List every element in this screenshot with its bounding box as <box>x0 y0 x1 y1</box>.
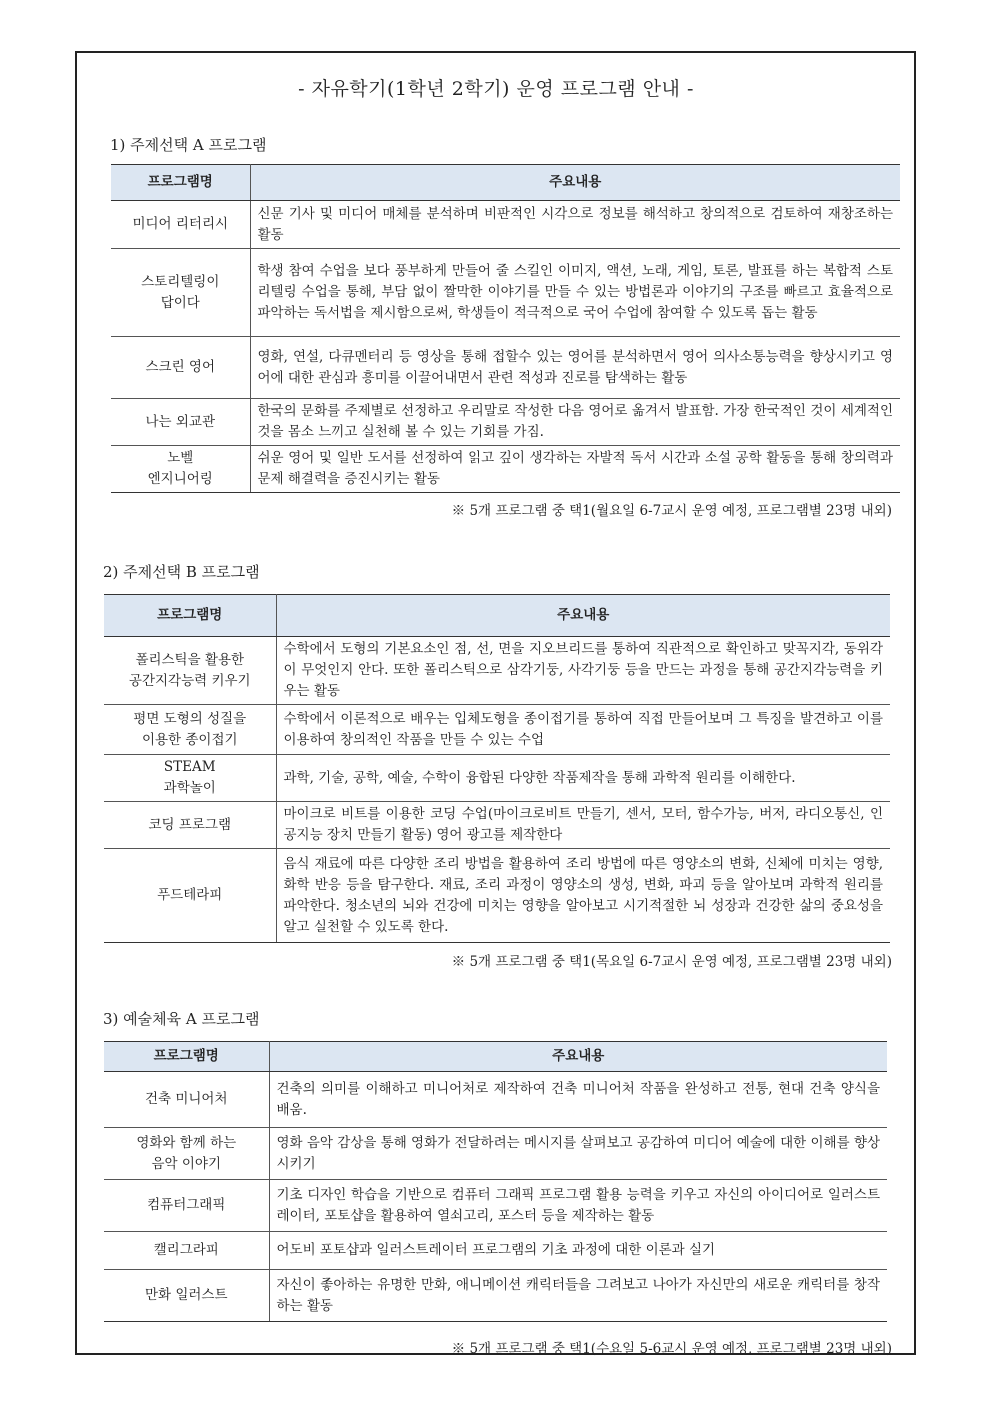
program-name: 미디어 리터리시 <box>111 201 250 249</box>
document-title: - 자유학기(1학년 2학기) 운영 프로그램 안내 - <box>298 78 694 100</box>
column-header-name: 프로그램명 <box>111 165 250 201</box>
table-header-row <box>111 165 900 201</box>
program-content: 기초 디자인 학습을 기반으로 컴퓨터 그래픽 프로그램 활용 능력을 키우고 자신의 아이디어로 일러스트레이터, 포토샵을 활용하여 열쇠고리, 포스터 등을 제작하는 활동 <box>269 1180 887 1232</box>
column-header-content: 주요내용 <box>276 595 890 637</box>
program-content: 마이크로 비트를 이용한 코딩 수업(마이크로비트 만들기, 센서, 모터, 함수가능, 버저, 라디오통신, 인공지능 장치 만들기 활동) 영어 광고를 제작한다 <box>276 802 890 849</box>
section-heading-1: 1) 주제선택 A 프로그램 <box>110 136 267 154</box>
table-row <box>104 755 890 802</box>
program-name: 건축 미니어처 <box>104 1072 269 1128</box>
table-row <box>111 201 900 249</box>
program-name: 영화와 함께 하는 음악 이야기 <box>104 1128 269 1180</box>
table-row <box>104 705 890 755</box>
program-content: 수학에서 이론적으로 배우는 입체도형을 종이접기를 통하여 직접 만들어보며 그 특징을 발견하고 이를 이용하여 창의적인 작품을 만들 수 있는 수업 <box>276 705 890 755</box>
table-row <box>111 446 900 493</box>
section-heading-3: 3) 예술체육 A 프로그램 <box>103 1010 260 1028</box>
column-header-name: 프로그램명 <box>104 595 276 637</box>
table-row <box>111 337 900 399</box>
program-name: 폴리스틱을 활용한 공간지각능력 키우기 <box>104 637 276 705</box>
program-name: 노벨 엔지니어링 <box>111 446 250 493</box>
program-content: 수학에서 도형의 기본요소인 점, 선, 면을 지오브리드를 통하여 직관적으로 확인하고 맞꼭지각, 동위각이 무엇인지 안다. 또한 폴리스틱으로 삼각기둥, 사각기둥 등을 만드는 과정을 통해 공간지각능력을 키우는 활동 <box>276 637 890 705</box>
selection-note-2: ※ 5개 프로그램 중 택1(목요일 6-7교시 운영 예정, 프로그램별 23명 내외) <box>451 954 892 970</box>
column-header-content: 주요내용 <box>250 165 900 201</box>
table-row <box>104 1128 887 1180</box>
program-content: 쉬운 영어 및 일반 도서를 선정하여 읽고 깊이 생각하는 자발적 독서 시간과 소설 공학 활동을 통해 창의력과 문제 해결력을 증진시키는 활동 <box>250 446 900 493</box>
column-header-name: 프로그램명 <box>104 1042 269 1072</box>
program-name: 푸드테라피 <box>104 849 276 943</box>
program-content: 영화 음악 감상을 통해 영화가 전달하려는 메시지를 살펴보고 공감하여 미디어 예술에 대한 이해를 향상시키기 <box>269 1128 887 1180</box>
program-table-2 <box>104 594 890 943</box>
table-row <box>104 1072 887 1128</box>
table-row <box>104 1270 887 1322</box>
table-row <box>111 249 900 337</box>
table-row <box>104 1180 887 1232</box>
program-name: 스크린 영어 <box>111 337 250 399</box>
program-name: 만화 일러스트 <box>104 1270 269 1322</box>
program-content: 어도비 포토샵과 일러스트레이터 프로그램의 기초 과정에 대한 이론과 실기 <box>269 1232 887 1270</box>
program-content: 영화, 연설, 다큐멘터리 등 영상을 통해 접할수 있는 영어를 분석하면서 영어 의사소통능력을 향상시키고 영어에 대한 관심과 흥미를 이끌어내면서 관련 적성과 진로를 탐색하는 활동 <box>250 337 900 399</box>
program-name: 코딩 프로그램 <box>104 802 276 849</box>
program-name: 컴퓨터그래픽 <box>104 1180 269 1232</box>
program-name: 캘리그라피 <box>104 1232 269 1270</box>
program-content: 신문 기사 및 미디어 매체를 분석하며 비판적인 시각으로 정보를 해석하고 창의적으로 검토하여 재창조하는 활동 <box>250 201 900 249</box>
table-header-row <box>104 1042 887 1072</box>
column-header-content: 주요내용 <box>269 1042 887 1072</box>
table-row <box>104 849 890 943</box>
program-content: 과학, 기술, 공학, 예술, 수학이 융합된 다양한 작품제작을 통해 과학적 원리를 이해한다. <box>276 755 890 802</box>
program-content: 음식 재료에 따른 다양한 조리 방법을 활용하여 조리 방법에 따른 영양소의 변화, 신체에 미치는 영향, 화학 반응 등을 탐구한다. 재료, 조리 과정이 영양소의 생성, 변화, 파괴 등을 알아보며 과학적 원리를 파악한다. 청소년의 뇌와 건강에 미치는 영향을 알아보고 시기적절한 뇌 성장과 건강한 삶의 중요성을 알고 실천할 수 있도록 한다. <box>276 849 890 943</box>
section-heading-2: 2) 주제선택 B 프로그램 <box>103 563 260 581</box>
program-name: 평면 도형의 성질을 이용한 종이접기 <box>104 705 276 755</box>
table-row <box>111 399 900 446</box>
program-name: 나는 외교관 <box>111 399 250 446</box>
program-table-1 <box>111 164 900 493</box>
table-row <box>104 1232 887 1270</box>
program-content: 학생 참여 수업을 보다 풍부하게 만들어 줄 스킬인 이미지, 액션, 노래, 게임, 토론, 발표를 하는 복합적 스토리텔링 수업을 통해, 부담 없이 짤막한 이야기를 만들 수 있는 방법론과 이야기의 구조를 빠르고 효율적으로 파악하는 독서법을 제시함으로써, 학생들이 적극적으로 국어 수업에 참여할 수 있도록 돕는 활동 <box>250 249 900 337</box>
program-content: 자신이 좋아하는 유명한 만화, 애니메이션 캐릭터들을 그려보고 나아가 자신만의 새로운 캐릭터를 창작하는 활동 <box>269 1270 887 1322</box>
program-content: 건축의 의미를 이해하고 미니어처로 제작하여 건축 미니어처 작품을 완성하고 전통, 현대 건축 양식을 배움. <box>269 1072 887 1128</box>
table-row <box>104 802 890 849</box>
selection-note-3: ※ 5개 프로그램 중 택1(수요일 5-6교시 운영 예정, 프로그램별 23명 내외) <box>451 1341 892 1357</box>
program-table-3 <box>104 1041 887 1322</box>
table-header-row <box>104 595 890 637</box>
program-content: 한국의 문화를 주제별로 선정하고 우리말로 작성한 다음 영어로 옮겨서 발표함. 가장 한국적인 것이 세계적인 것을 몸소 느끼고 실천해 볼 수 있는 기회를 가짐. <box>250 399 900 446</box>
selection-note-1: ※ 5개 프로그램 중 택1(월요일 6-7교시 운영 예정, 프로그램별 23명 내외) <box>451 503 892 519</box>
program-name: STEAM 과학놀이 <box>104 755 276 802</box>
program-name: 스토리텔링이 답이다 <box>111 249 250 337</box>
table-row <box>104 637 890 705</box>
